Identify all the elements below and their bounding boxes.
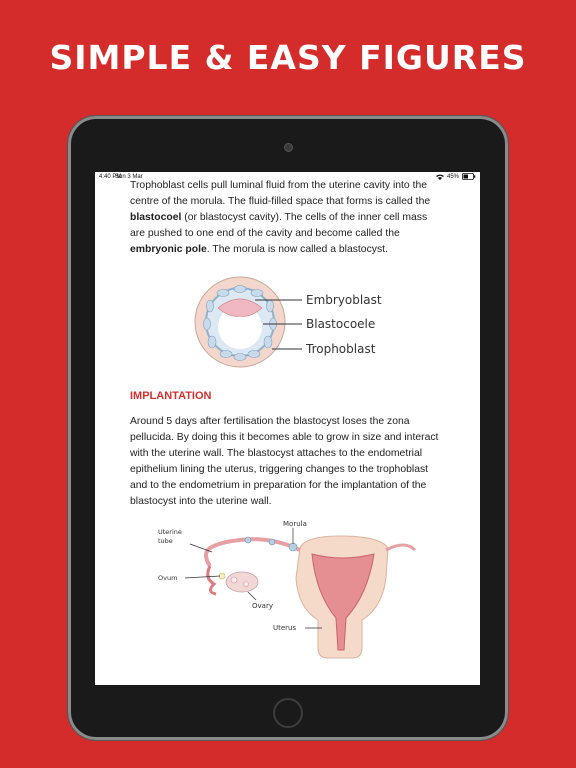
right-uterine-tube — [386, 545, 415, 550]
label-ovum: Ovum — [158, 574, 178, 582]
label-ovary: Ovary — [252, 602, 273, 610]
home-button[interactable] — [273, 698, 303, 728]
label-morula: Morula — [283, 520, 307, 528]
headline: SIMPLE & EASY FIGURES — [49, 38, 527, 77]
label-uterine-tube-line2: tube — [158, 537, 173, 545]
label-uterus: Uterus — [273, 624, 297, 632]
blastocyst-figure — [130, 272, 445, 372]
bold-term-blastocoel: blastocoel — [130, 212, 182, 223]
bold-term-embryonic-pole: embryonic pole — [130, 244, 207, 255]
battery-icon — [462, 173, 476, 180]
camera-icon — [284, 143, 293, 152]
implantation-figure — [130, 518, 445, 668]
text-run: (or blastocyst cavity). The cells of the inner cell mass are pushed to one end of the cavity and become called the — [130, 212, 428, 239]
text-run: . The morula is now called a blastocyst. — [206, 244, 388, 255]
tablet-device — [68, 116, 508, 740]
label-trophoblast: Trophoblast — [306, 342, 376, 356]
app-screen[interactable] — [95, 172, 480, 685]
text-run: Trophoblast cells pull luminal fluid from the uterine cavity into the centre of the morula. The fluid-filled space that forms is called the — [130, 180, 431, 207]
fimbriae — [208, 566, 216, 594]
label-uterine-tube-line1: Uterine — [158, 528, 182, 536]
status-date: Sun 3 Mar — [115, 174, 143, 180]
paragraph-implantation: Around 5 days after fertilisation the blastocyst loses the zona pellucida. By doing this it becomes able to grow in size and interact with the uterine wall. The blastocyst attaches to the endometrial epithelium lining the uterus, triggering changes to the trophoblast and to the endometrium in preparation for the implantation of the blastocyst into the uterine wall. — [130, 416, 439, 507]
battery-percent: 45% — [446, 173, 459, 180]
paragraph-blastocyst — [130, 178, 445, 258]
section-heading-implantation: IMPLANTATION — [130, 390, 212, 402]
ovary-shape — [226, 572, 258, 592]
article-content[interactable] — [130, 178, 445, 632]
status-time: 4:40 PM — [99, 174, 122, 180]
left-uterine-tube — [206, 539, 300, 566]
label-blastocoele: Blastocoele — [306, 317, 376, 331]
label-embryoblast: Embryoblast — [306, 293, 382, 307]
morula-marker — [289, 543, 297, 551]
